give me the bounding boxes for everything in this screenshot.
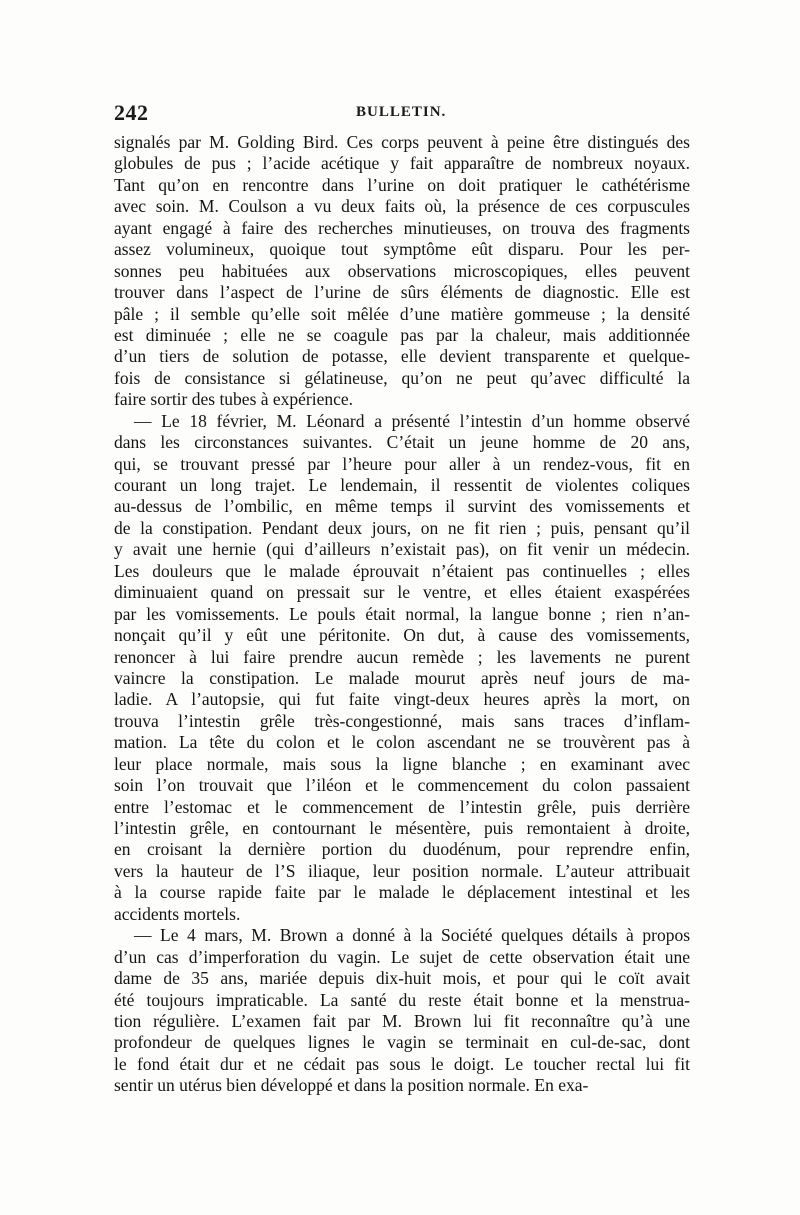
text-line: le fond était dur et ne cédait pas sous le doigt. Le toucher rectal lui fit bbox=[114, 1053, 690, 1074]
text-line: signalés par M. Golding Bird. Ces corps peuvent à peine être distingués des bbox=[114, 132, 690, 152]
text-line: par les vomissements. Le pouls était normal, la langue bonne ; rien n’an- bbox=[114, 603, 690, 624]
text-line: qui, se trouvant pressé par l’heure pour aller à un rendez-vous, fit en bbox=[114, 453, 690, 474]
text-line: l’intestin grêle, en contournant le mésentère, puis remontaient à droite, bbox=[114, 818, 690, 838]
text-line: courant un long trajet. Le lendemain, il ressentit de violentes coliques bbox=[114, 475, 690, 495]
text-line: trouver dans l’aspect de l’urine de sûrs éléments de diagnostic. Elle est bbox=[114, 282, 690, 303]
text-line: été toujours impraticable. La santé du reste était bonne et la menstrua- bbox=[114, 989, 690, 1010]
text-line: assez volumineux, quoique tout symptôme eût disparu. Pour les per- bbox=[114, 239, 690, 260]
text-line: entre l’estomac et le commencement de l’intestin grêle, puis derrière bbox=[114, 796, 690, 817]
paragraph bbox=[114, 411, 690, 926]
text-line: profondeur de quelques lignes le vagin se terminait en cul-de-sac, dont bbox=[114, 1032, 690, 1053]
text-line: d’un cas d’imperforation du vagin. Le sujet de cette observation était une bbox=[114, 946, 690, 967]
text-line: leur place normale, mais sous la ligne blanche ; en examinant avec bbox=[114, 753, 690, 774]
text-line: y avait une hernie (qui d’ailleurs n’existait pas), on fit venir un médecin. bbox=[114, 539, 690, 560]
text-line: est diminuée ; elle ne se coagule pas par la chaleur, mais additionnée bbox=[114, 324, 690, 345]
text-line: dans les circonstances suivantes. C’était un jeune homme de 20 ans, bbox=[114, 432, 690, 453]
text-line: ayant engagé à faire des recherches minutieuses, on trouva des fragments bbox=[114, 217, 690, 238]
body-text bbox=[114, 132, 690, 1097]
paragraph bbox=[114, 132, 690, 411]
paragraph bbox=[114, 925, 690, 1097]
text-line: d’un tiers de solution de potasse, elle devient transparente et quelque- bbox=[114, 346, 690, 367]
text-line: trouva l’intestin grêle très-congestionné, mais sans traces d’inflam- bbox=[114, 710, 690, 731]
text-line: au-dessus de l’ombilic, en même temps il survint des vomissements et bbox=[114, 496, 690, 517]
text-line: — Le 18 février, M. Léonard a présenté l’intestin d’un homme observé bbox=[134, 410, 690, 431]
text-line: — Le 4 mars, M. Brown a donné à la Société quelques détails à propos bbox=[134, 925, 690, 946]
text-line: sentir un utérus bien développé et dans la position normale. En exa- bbox=[114, 1075, 589, 1096]
page-number: 242 bbox=[114, 100, 149, 125]
text-line: Tant qu’on en rencontre dans l’urine on doit pratiquer le cathétérisme bbox=[114, 174, 690, 195]
text-line: fois de consistance si gélatineuse, qu’on ne peut qu’avec difficulté la bbox=[114, 367, 690, 388]
text-line: mation. La tête du colon et le colon ascendant ne se trouvèrent pas à bbox=[114, 732, 690, 753]
page-header bbox=[114, 100, 690, 126]
text-line: dame de 35 ans, mariée depuis dix-huit mois, et pour qui le coït avait bbox=[114, 968, 690, 989]
text-line: de la constipation. Pendant deux jours, on ne fit rien ; puis, pensant qu’il bbox=[114, 517, 690, 538]
text-line: tion régulière. L’examen fait par M. Brown lui fit reconnaître qu’à une bbox=[114, 1010, 690, 1031]
text-line: sonnes peu habituées aux observations microscopiques, elles peuvent bbox=[114, 260, 690, 281]
text-line: vaincre la constipation. Le malade mourut après neuf jours de ma- bbox=[114, 667, 690, 688]
text-line: soin l’on trouvait que l’iléon et le commencement du colon passaient bbox=[114, 775, 690, 796]
text-line: faire sortir des tubes à expérience. bbox=[114, 389, 354, 410]
running-head: BULLETIN. bbox=[356, 104, 447, 120]
text-line: Les douleurs que le malade éprouvait n’étaient pas continuelles ; elles bbox=[114, 560, 690, 581]
text-line: vers la hauteur de l’S iliaque, leur position normale. L’auteur attribuait bbox=[114, 860, 690, 881]
text-line: globules de pus ; l’acide acétique y fait apparaître de nombreux noyaux. bbox=[114, 153, 690, 174]
text-line: avec soin. M. Coulson a vu deux faits où, la présence de ces corpuscules bbox=[114, 196, 690, 217]
text-line: accidents mortels. bbox=[114, 903, 241, 924]
text-line: à la course rapide faite par le malade le déplacement intestinal et les bbox=[114, 882, 690, 903]
text-line: diminuaient quand on pressait sur le ventre, et elles étaient exaspérées bbox=[114, 582, 690, 603]
text-line: nonçait qu’il y eût une péritonite. On dut, à cause des vomissements, bbox=[114, 625, 690, 646]
text-line: renoncer à lui faire prendre aucun remède ; les lavements ne purent bbox=[114, 646, 690, 667]
text-line: ladie. A l’autopsie, qui fut faite vingt-deux heures après la mort, on bbox=[114, 689, 690, 710]
text-line: pâle ; il semble qu’elle soit mêlée d’une matière gommeuse ; la densité bbox=[114, 303, 690, 324]
text-line: en croisant la dernière portion du duodénum, pour reprendre enfin, bbox=[114, 839, 690, 860]
